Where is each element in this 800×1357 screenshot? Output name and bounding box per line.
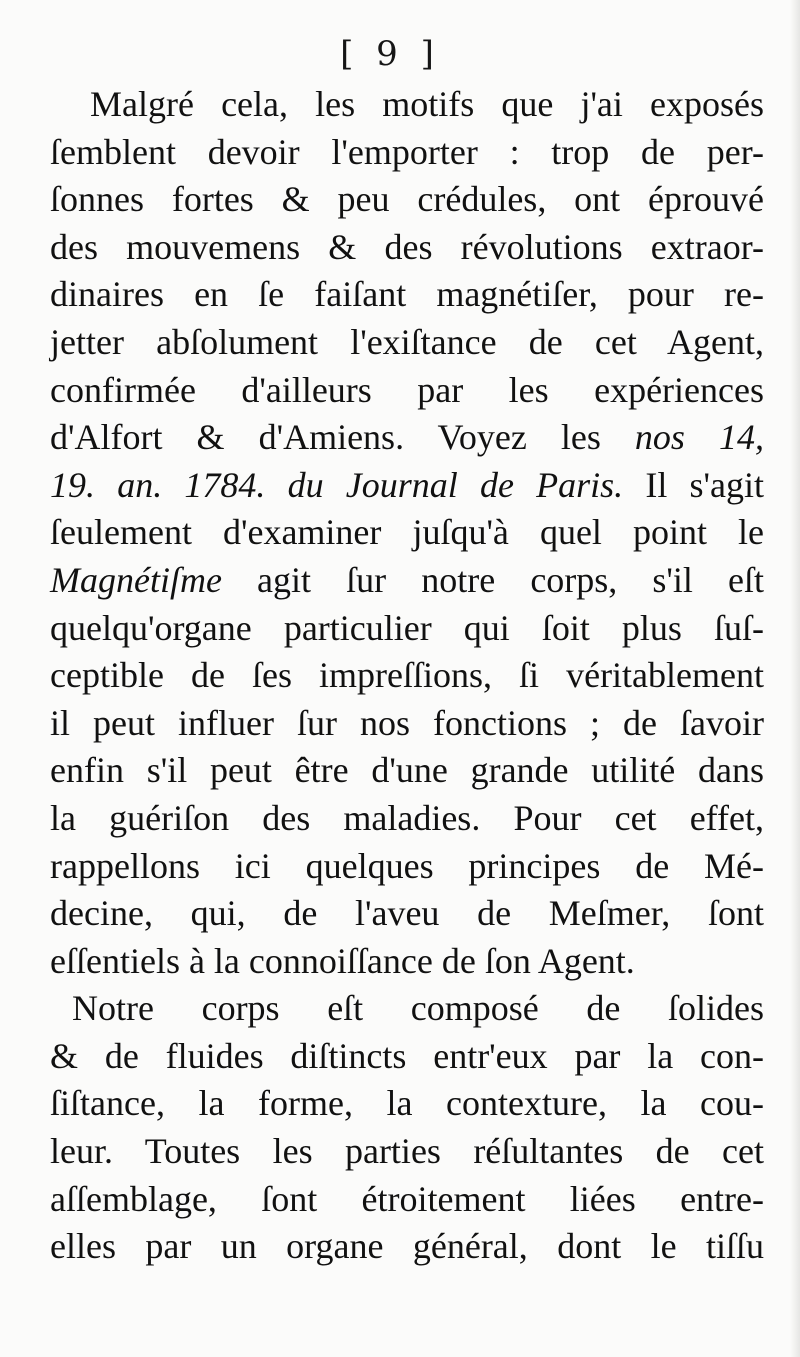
line-text: & de fluides diſtincts entr'eux par la con- bbox=[50, 1035, 764, 1076]
line-text: eſſentiels à la connoiſſance de ſon Agent. bbox=[50, 940, 635, 981]
text-line bbox=[50, 700, 764, 748]
line-text: la guériſon des maladies. Pour cet effet, bbox=[50, 797, 764, 838]
text-line bbox=[50, 81, 764, 129]
line-text: ſonnes fortes & peu crédules, ont éprouvé bbox=[50, 179, 764, 220]
line-text: confirmée d'ailleurs par les expériences bbox=[50, 369, 764, 410]
line-text: jetter abſolument l'exiſtance de cet Agent, bbox=[50, 321, 764, 362]
paragraph bbox=[50, 985, 764, 1271]
page-text bbox=[50, 81, 764, 1271]
text-line bbox=[50, 795, 764, 843]
line-text: ſiſtance, la forme, la contexture, la cou- bbox=[50, 1083, 764, 1124]
text-line bbox=[50, 843, 764, 891]
line-text: quelqu'organe particulier qui ſoit plus ſuſ- bbox=[50, 607, 764, 648]
paragraph bbox=[50, 81, 764, 985]
text-line bbox=[50, 224, 764, 272]
text-line bbox=[50, 462, 764, 510]
text-line bbox=[50, 1080, 764, 1128]
text-line bbox=[50, 985, 764, 1033]
text-line bbox=[50, 129, 764, 177]
italic-text: nos 14, bbox=[634, 417, 764, 458]
text-line bbox=[50, 557, 764, 605]
text-line bbox=[50, 176, 764, 224]
line-text: dinaires en ſe faiſant magnétiſer, pour re- bbox=[50, 274, 764, 315]
page-edge-shadow bbox=[790, 0, 800, 1357]
text-line bbox=[50, 652, 764, 700]
text-line bbox=[50, 414, 764, 462]
line-text: il peut influer ſur nos fonctions ; de ſavoir bbox=[50, 702, 764, 743]
text-line bbox=[50, 890, 764, 938]
text-line bbox=[50, 1128, 764, 1176]
italic-text: Magnétiſme bbox=[50, 559, 222, 600]
text-line bbox=[50, 271, 764, 319]
text-line bbox=[50, 1223, 764, 1271]
text-line bbox=[50, 509, 764, 557]
text-line bbox=[50, 319, 764, 367]
italic-text: 19. an. 1784. du Journal de Paris. bbox=[50, 464, 624, 505]
text-line bbox=[50, 938, 764, 986]
line-text: agit ſur notre corps, s'il eſt bbox=[221, 559, 764, 600]
line-text: ſemblent devoir l'emporter : trop de per- bbox=[50, 131, 764, 172]
text-line bbox=[50, 1176, 764, 1224]
text-line bbox=[50, 367, 764, 415]
page-number: [ 9 ] bbox=[340, 34, 440, 74]
text-line bbox=[50, 747, 764, 795]
line-text: leur. Toutes les parties réſultantes de cet bbox=[50, 1131, 764, 1172]
line-text: ceptible de ſes impreſſions, ſi véritablement bbox=[50, 655, 764, 696]
text-line bbox=[50, 1033, 764, 1081]
line-text: d'Alfort & d'Amiens. Voyez les bbox=[50, 417, 635, 458]
line-text: ſeulement d'examiner juſqu'à quel point le bbox=[50, 512, 764, 553]
line-text: Malgré cela, les motifs que j'ai exposés bbox=[90, 84, 764, 124]
line-text: aſſemblage, ſont étroitement liées entre- bbox=[50, 1178, 764, 1219]
text-line bbox=[50, 605, 764, 653]
line-text: rappellons ici quelques principes de Mé- bbox=[50, 845, 764, 886]
line-text: des mouvemens & des révolutions extraor- bbox=[50, 226, 764, 267]
line-text: elles par un organe général, dont le tiſſu bbox=[50, 1226, 764, 1267]
line-text: Il s'agit bbox=[623, 464, 764, 505]
line-text: decine, qui, de l'aveu de Meſmer, ſont bbox=[50, 893, 764, 934]
line-text: Notre corps eſt composé de ſolides bbox=[72, 988, 764, 1029]
line-text: enfin s'il peut être d'une grande utilité dans bbox=[50, 750, 764, 791]
